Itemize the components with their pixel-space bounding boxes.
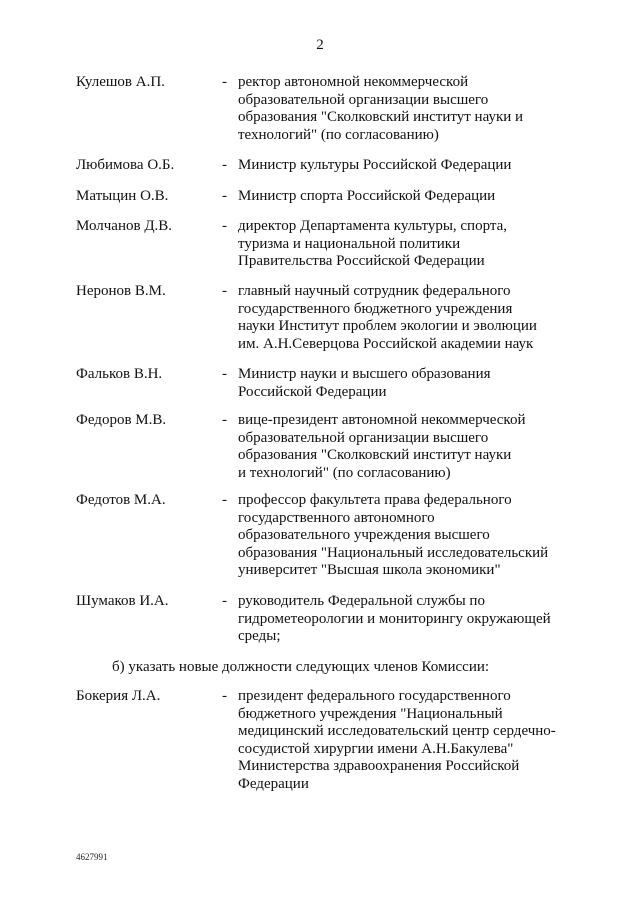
member-entry-matytsin — [76, 188, 596, 206]
member-entry-neronov — [76, 283, 596, 353]
member-entry-molchanov — [76, 218, 596, 271]
member-position: вице-президент автономной некоммерческой образовательной организации высшего образования "Сколковский институт науки и технологий" (по согласованию) — [238, 412, 526, 481]
member-entry-fedotov — [76, 492, 596, 580]
document-code: 4627991 — [76, 852, 108, 862]
member-entry-shumakov — [76, 593, 596, 646]
member-dash: - — [222, 74, 227, 90]
member-position: директор Департамента культуры, спорта, туризма и национальной политики Правительства Российской Федерации — [238, 218, 508, 270]
member-name: Федоров М.В. — [76, 412, 167, 428]
member-name: Федотов М.А. — [76, 492, 166, 508]
member-dash: - — [222, 366, 227, 382]
member-dash: - — [222, 593, 227, 609]
member-position: Министр науки и высшего образования Российской Федерации — [238, 366, 491, 400]
member-dash: - — [222, 188, 227, 204]
member-name: Шумаков И.А. — [76, 593, 169, 609]
member-entry-falkov — [76, 366, 596, 401]
member-position: Министр культуры Российской Федерации — [238, 157, 512, 173]
member-entry-bokeria — [76, 688, 596, 794]
member-position: главный научный сотрудник федерального государственного бюджетного учреждения науки Институт проблем экологии и эволюции им. А.Н.Северцова Российской академии наук — [238, 283, 537, 352]
member-dash: - — [222, 283, 227, 299]
member-name: Матыцин О.В. — [76, 188, 169, 204]
member-name: Фальков В.Н. — [76, 366, 163, 382]
member-name: Неронов В.М. — [76, 283, 166, 299]
member-entry-kuleshov — [76, 74, 596, 144]
member-position: руководитель Федеральной службы по гидрометеорологии и мониторингу окружающей среды; — [238, 593, 551, 645]
member-dash: - — [222, 492, 227, 508]
member-position: президент федерального государственного бюджетного учреждения "Национальный медицинский исследовательский центр сердечно- сосудистой хирургии имени А.Н.Бакулева" Министерства здравоохранения Российской Федерации — [238, 688, 556, 792]
page-number: 2 — [316, 37, 324, 53]
member-name: Кулешов А.П. — [76, 74, 165, 90]
member-dash: - — [222, 157, 227, 173]
member-dash: - — [222, 218, 227, 234]
member-position: профессор факультета права федерального государственного автономного образовательного учреждения высшего образования "Национальный исследовательский университет "Высшая школа экономики" — [238, 492, 549, 579]
member-entry-lyubimova — [76, 157, 596, 175]
section-heading: б) указать новые должности следующих членов Комиссии: — [112, 659, 490, 675]
member-dash: - — [222, 688, 227, 704]
member-entry-fedorov — [76, 412, 596, 482]
member-name: Молчанов Д.В. — [76, 218, 173, 234]
member-position: Министр спорта Российской Федерации — [238, 188, 496, 204]
member-name: Бокерия Л.А. — [76, 688, 161, 704]
member-dash: - — [222, 412, 227, 428]
member-position: ректор автономной некоммерческой образовательной организации высшего образования "Сколковский институт науки и технологий" (по согласованию) — [238, 74, 524, 143]
member-name: Любимова О.Б. — [76, 157, 175, 173]
